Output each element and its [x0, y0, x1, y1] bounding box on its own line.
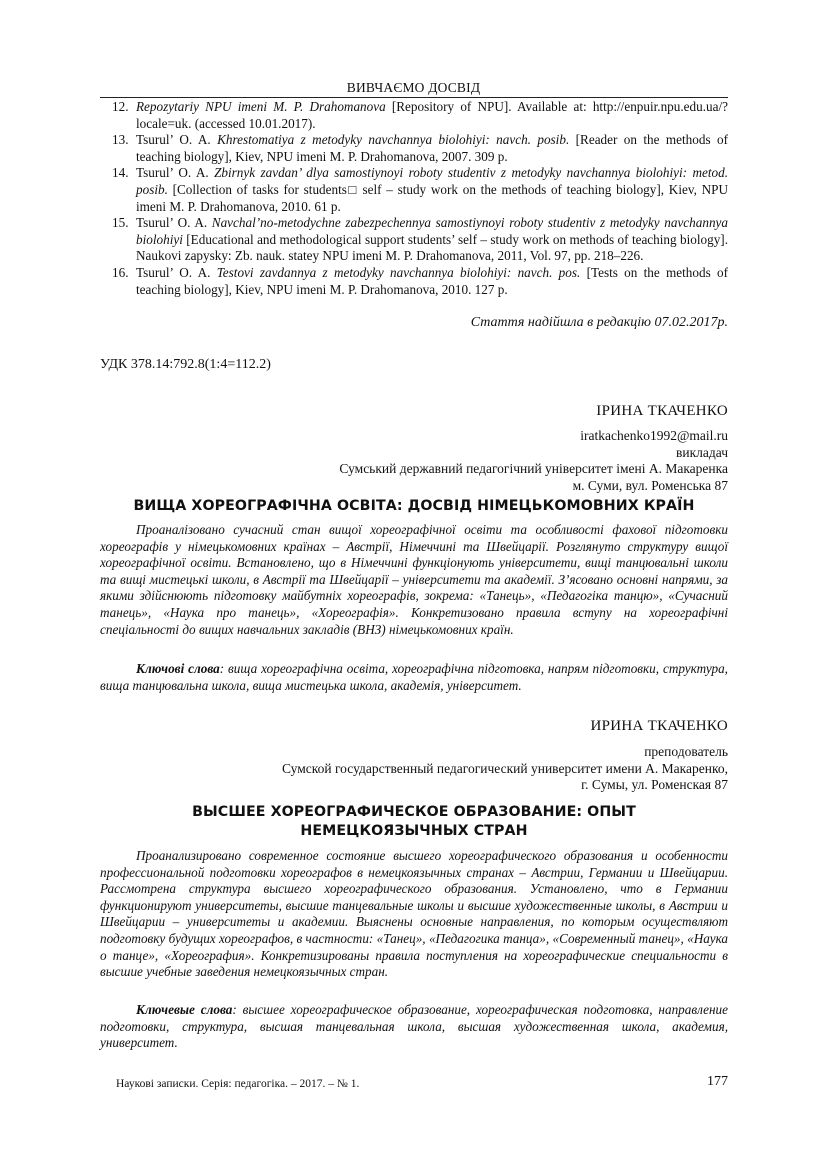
page-number: 177 [707, 1074, 728, 1089]
article-title-line: НЕМЕЦКОЯЗЫЧНЫХ СТРАН [300, 823, 528, 839]
reference-number: 12. [112, 99, 129, 114]
reference-details: [Collection of tasks for students□ self – study work on the methods of teaching biology], Kiev, NPU imeni M. P. Drahomanova, 2010. 61 p. [136, 181, 728, 214]
author-position: викладач [676, 444, 728, 460]
footer-journal: Наукові записки. Серія: педагогіка. – 2017. – № 1. [116, 1078, 360, 1090]
header-divider [100, 97, 728, 98]
article-title: ВИЩА ХОРЕОГРАФІЧНА ОСВІТА: ДОСВІД НІМЕЦЬКОМОВНИХ КРАЇН [133, 498, 695, 514]
reference-details: [Repository of NPU]. Available at: http://enpuir.npu.edu.ua/?locale=uk. (accessed 10.01.2017). [136, 99, 728, 131]
reference-item [100, 265, 728, 298]
abstract: Проанализировано современное состояние высшего хореографического образования и особенности профессиональной подготовки хореографов в немецкоязычных странах – Австрии, Германии и Швейцарии. Рассмотрена структура высшего хореографического образования. Установлено, что в Германии функционируют университеты, высшие танцевальные школы и высшие художественные школы, в Австрии и Швейцарии – университеты и академии. Выяснены основные направления, по которым осуществляют подготовку будущих хореографов, в частности: «Танец», «Педагогика танца», «Современный танец», «Наука о танце», «Хореография». Конкретизированы правила поступления на хореографические специальности в высшие учебные заведения немецкоязычных стран. [100, 848, 728, 980]
author-position: преподователь [644, 744, 728, 759]
author-block-ru [100, 718, 728, 735]
reference-item [100, 215, 728, 265]
author-affiliation: Сумський державний педагогічний університет імені А. Макаренка [339, 461, 728, 476]
author-address: г. Сумы, ул. Роменская 87 [581, 777, 728, 792]
reference-details: [Reader on the methods of teaching biology], Kiev, NPU imeni M. P. Drahomanova, 2007. 309 p. [136, 132, 728, 164]
reference-number: 13. [112, 132, 129, 148]
abstract: Проаналізовано сучасний стан вищої хореографічної освіти та особливості фахової підготовки хореографів у німецькомовних країнах – Австрії, Німеччині та Швейцарії. Розглянуто структуру вищої хореографічної освіти. Встановлено, що в Німеччині функціонують університети, вищі танцювальні школи та вищі мистецькі школи, в Австрії та Швейцарії – університети та академії. З’ясовано основні напрями, за якими здійснюють підготовку майбутніх хореографів, зокрема: «Танець», «Педагогіка танцю», «Сучасний танець», «Наука про танець», «Хореографія». Конкретизовано правила вступу на хореографічні спеціальності до вищих навчальних закладів (ВНЗ) німецькомовних країн. [100, 522, 728, 637]
reference-title: Repozytariy NPU imeni M. P. Drahomanova [136, 99, 386, 114]
author-address: м. Суми, вул. Роменська 87 [572, 477, 728, 493]
reference-title: Testovi zavdannya z metodyky navchannya biolohiyi: navch. pos. [216, 264, 581, 280]
reference-author: Tsurul’ O. A. [136, 165, 215, 181]
keywords [100, 661, 728, 694]
reference-number: 15. [112, 215, 129, 231]
reference-item [100, 99, 728, 132]
keywords-text: : высшее хореографическое образование, хореографическая подготовка, направление подготовки, структура, высшая танцевальная школа, высшая художественная школа, академия, университет. [100, 1002, 728, 1051]
author-affiliation: Сумской государственный педагогический университет имени А. Макаренко, [281, 760, 728, 776]
reference-details: [Tests on the methods of teaching biology], Kiev, NPU imeni M. P. Drahomanova, 2010. 127 p. [136, 264, 728, 297]
reference-item [100, 132, 728, 165]
author-block-uk [100, 403, 728, 420]
author-details-uk [100, 428, 728, 494]
author-name: ИРИНА ТКАЧЕНКО [590, 718, 728, 734]
keywords [100, 1002, 728, 1052]
reference-number: 14. [112, 165, 129, 181]
received-note: Стаття надійшла в редакцію 07.02.2017р. [470, 315, 728, 330]
author-email: iratkachenko1992@mail.ru [580, 428, 728, 443]
reference-details: [Educational and methodological support students’ self – study work on methods of teaching biology]. Naukovi zapysky: Zb. nauk. statey NPU imeni M. P. Drahomanova, 2011, Vol. 97, pp. 218–226. [136, 231, 728, 264]
reference-item [100, 165, 728, 215]
reference-title: Zbirnyk zavdan’ dlya samostiynoyi roboty studentiv z metodyky navchannya biolohiyi: metod. posib. [136, 165, 728, 197]
reference-title: Khrestomatiya z metodyky navchannya biolohiyi: navch. posib. [217, 132, 570, 148]
author-details-ru [100, 744, 728, 794]
author-name: ІРИНА ТКАЧЕНКО [596, 403, 728, 419]
reference-title: Navchal’no-metodychne zabezpechennya samostiynoyi roboty studentiv z metodyky navchannya biolohiyi [136, 215, 728, 247]
keywords-label: Ключевые слова [136, 1002, 233, 1017]
udk-code: УДК 378.14:792.8(1:4=112.2) [100, 357, 271, 372]
keywords-text: : вища хореографічна освіта, хореографічна підготовка, напрям підготовки, структура, вища танцювальна школа, вища мистецька школа, академія, університет. [100, 661, 728, 693]
reference-author: Tsurul’ O. A. [136, 264, 217, 280]
reference-number: 16. [112, 264, 129, 280]
article-title [100, 803, 728, 841]
reference-author: Tsurul’ O. A. [136, 132, 218, 148]
reference-list [100, 99, 728, 298]
keywords-label: Ключові слова [136, 661, 220, 676]
running-head: ВИВЧАЄМО ДОСВІД [346, 80, 481, 95]
reference-author: Tsurul’ O. A. [136, 215, 212, 231]
article-title-line: ВЫСШЕЕ ХОРЕОГРАФИЧЕСКОЕ ОБРАЗОВАНИЕ: ОПЫТ [192, 804, 636, 820]
